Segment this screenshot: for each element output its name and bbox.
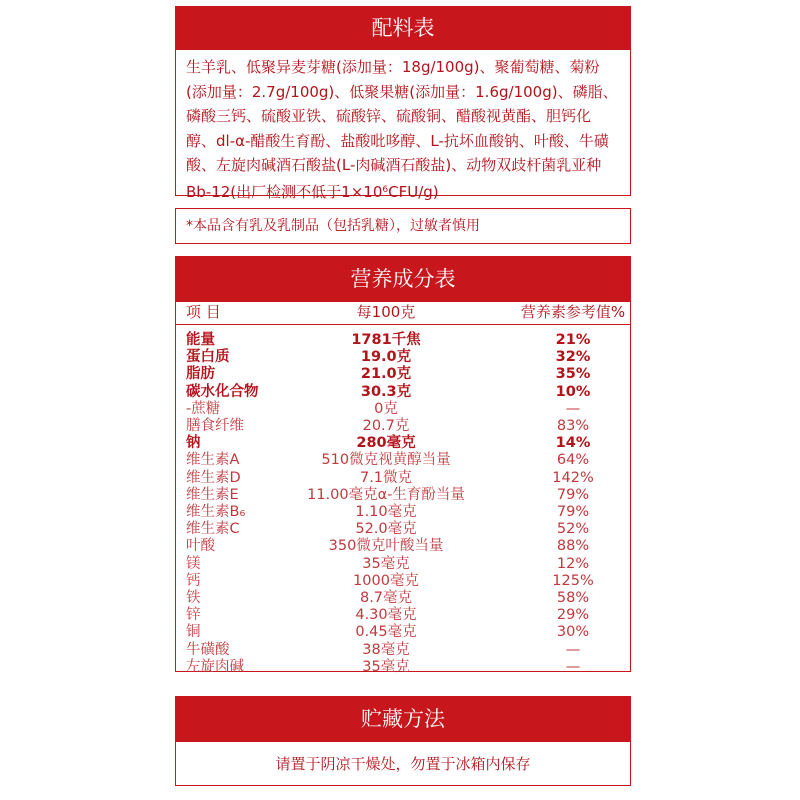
nutrient-nrv: 79% — [556, 504, 590, 520]
nutrient-name: -蔗糖 — [186, 400, 221, 417]
nutrient-name: 脂肪 — [186, 366, 215, 383]
table-row — [176, 538, 630, 555]
table-row — [176, 504, 630, 521]
nutrient-amount: 4.30毫克 — [355, 607, 417, 624]
nutrient-name: 膳食纤维 — [186, 418, 244, 434]
nutrient-amount: 0.45毫克 — [355, 624, 417, 641]
nutrient-name: 钠 — [186, 435, 201, 452]
nutrient-nrv: — — [565, 641, 581, 658]
nutrient-amount: 0克 — [374, 400, 398, 417]
table-row — [176, 624, 630, 641]
table-row — [176, 590, 630, 607]
nutrient-amount: 280毫克 — [356, 435, 416, 452]
nutrient-name: 维生素C — [186, 521, 240, 538]
nutrition-table — [175, 302, 631, 675]
nutrient-amount: 20.7克 — [362, 418, 410, 434]
table-row — [176, 349, 630, 366]
table-row — [176, 452, 630, 469]
header-per100g: 每100克 — [356, 303, 416, 321]
nutrient-amount: 35毫克 — [362, 555, 410, 572]
table-row — [176, 470, 630, 487]
nutrient-amount: 52.0毫克 — [355, 521, 417, 538]
nutrient-nrv: 79% — [556, 486, 590, 503]
table-row — [176, 366, 630, 383]
table-row — [176, 401, 630, 418]
nutrient-amount: 350微克叶酸当量 — [328, 538, 444, 555]
nutrient-nrv: 21% — [555, 332, 591, 348]
header-item: 项 目 — [186, 303, 221, 321]
nutrient-name: 钙 — [186, 572, 201, 589]
table-row — [176, 521, 630, 538]
ingredients-text: 生羊乳、低聚异麦芽糖(添加量：18g/100g)、聚葡萄糖、菊粉(添加量：2.7g/100g)、低聚果糖(添加量：1.6g/100g)、磷脂、磷酸三钙、硫酸亚铁、硫酸锌、硫酸铜、醋酸视黄酯、胆钙化醇、dl-α-醋酸生育酚、盐酸吡哆醇、L-抗坏血酸钠、叶酸、牛磺酸、左旋肉碱酒石酸盐(L-肉碱酒石酸盐)、动物双歧杆菌乳亚种Bb-12(出厂检测不低于1×10 — [186, 58, 618, 201]
table-row — [176, 332, 630, 349]
nutrient-nrv: — — [565, 400, 581, 417]
nutrient-amount: 1.10毫克 — [355, 504, 417, 520]
nutrition-title: 营养成分表 — [175, 256, 631, 302]
nutrient-name: 维生素B₆ — [186, 504, 246, 520]
storage-text: 请置于阴凉干燥处，勿置于冰箱内保存 — [175, 742, 631, 786]
nutrient-nrv: 12% — [556, 555, 590, 572]
nutrient-amount: 19.0克 — [360, 349, 412, 366]
nutrient-name: 维生素D — [186, 469, 241, 486]
ingredients-exponent: 6 — [382, 184, 389, 195]
nutrient-name: 牛磺酸 — [186, 641, 230, 658]
nutrient-name: 碳水化合物 — [186, 383, 259, 400]
nutrient-nrv: 142% — [552, 469, 594, 486]
nutrient-nrv: 58% — [556, 590, 590, 606]
nutrient-name: 铁 — [186, 590, 201, 606]
nutrient-amount: 38毫克 — [362, 641, 410, 658]
table-row — [176, 659, 630, 676]
nutrient-nrv: 32% — [555, 349, 591, 366]
nutrient-nrv: 30% — [556, 624, 590, 641]
nutrient-name: 维生素A — [186, 452, 240, 469]
nutrient-nrv: 83% — [556, 418, 590, 434]
nutrient-amount: 8.7毫克 — [359, 590, 413, 606]
table-row — [176, 418, 630, 435]
nutrient-amount: 11.00毫克α-生育酚当量 — [307, 486, 465, 503]
table-row — [176, 642, 630, 659]
table-row — [176, 487, 630, 504]
ingredients-title: 配料表 — [175, 6, 631, 50]
nutrient-nrv: 64% — [556, 452, 590, 469]
nutrient-nrv: 29% — [556, 607, 590, 624]
nutrient-amount: 7.1微克 — [359, 469, 413, 486]
table-row — [176, 573, 630, 590]
ingredients-list — [175, 50, 631, 201]
nutrient-name: 叶酸 — [186, 538, 215, 555]
nutrient-nrv: 35% — [555, 366, 591, 383]
nutrient-name: 锌 — [186, 607, 201, 624]
nutrient-name: 左旋肉碱 — [186, 658, 244, 675]
nutrient-nrv: — — [565, 658, 581, 675]
table-row — [176, 607, 630, 624]
nutrient-amount: 35毫克 — [362, 658, 410, 675]
header-nrv: 营养素参考值% — [520, 303, 626, 321]
nutrient-amount: 1000毫克 — [353, 572, 419, 589]
nutrient-nrv: 10% — [555, 383, 591, 400]
nutrient-amount: 510微克视黄醇当量 — [321, 452, 451, 469]
table-row — [176, 384, 630, 401]
nutrient-name: 能量 — [186, 332, 215, 348]
nutrient-amount: 21.0克 — [360, 366, 412, 383]
nutrient-name: 镁 — [186, 555, 201, 572]
nutrient-nrv: 125% — [552, 572, 594, 589]
ingredients-text-end: CFU/g) — [388, 182, 439, 201]
nutrient-name: 维生素E — [186, 486, 239, 503]
nutrient-nrv: 14% — [555, 435, 591, 452]
nutrient-amount: 1781千焦 — [351, 332, 421, 348]
storage-title: 贮藏方法 — [175, 696, 631, 742]
nutrient-amount: 30.3克 — [360, 383, 412, 400]
allergen-note: *本品含有乳及乳制品（包括乳糖），过敏者慎用 — [175, 208, 631, 244]
nutrient-nrv: 88% — [556, 538, 590, 555]
nutrient-nrv: 52% — [556, 521, 590, 538]
table-row — [176, 556, 630, 573]
nutrient-name: 铜 — [186, 624, 201, 641]
table-row — [176, 435, 630, 452]
nutrition-header-row — [176, 302, 630, 325]
nutrient-name: 蛋白质 — [186, 349, 230, 366]
